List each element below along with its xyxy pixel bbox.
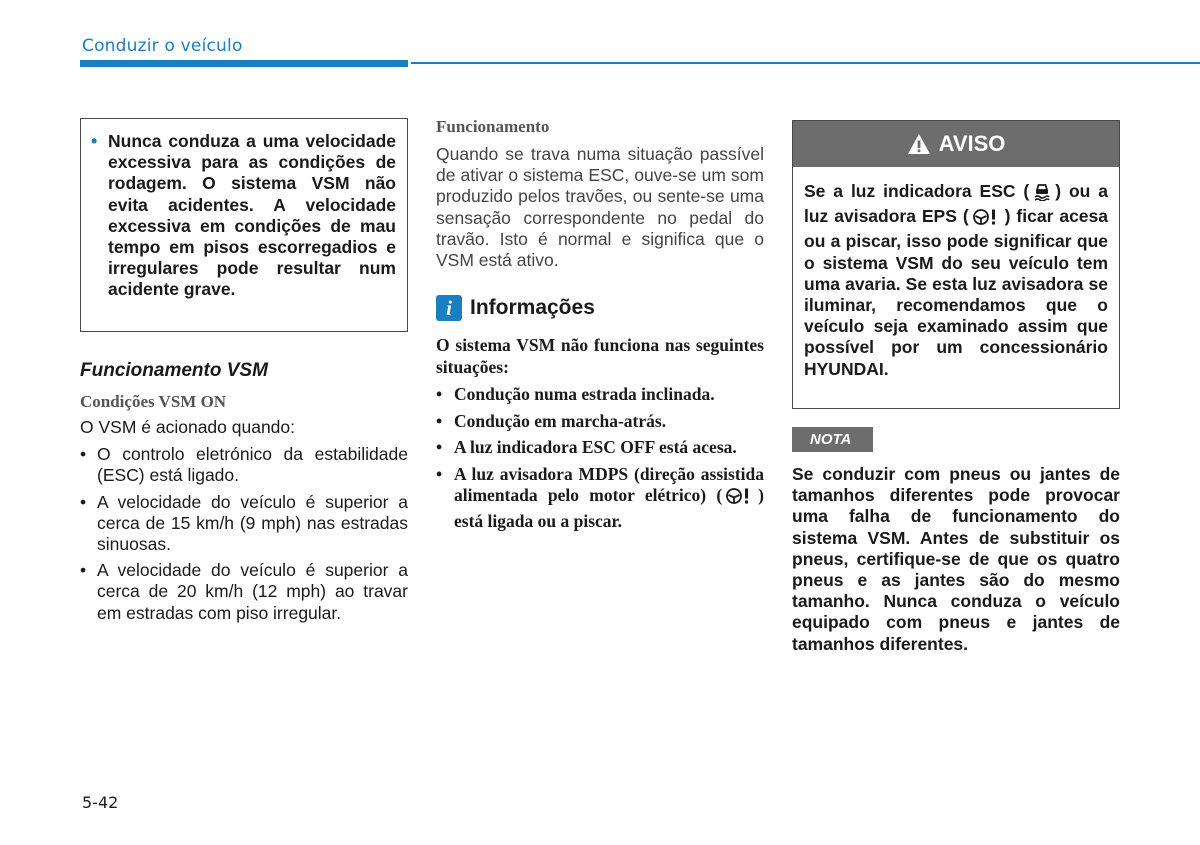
header-title: Conduzir o veículo (82, 36, 243, 56)
info-intro: O sistema VSM não funciona nas seguintes situações: (436, 335, 764, 377)
section-heading: Funcionamento VSM (80, 360, 268, 381)
list-item: • A velocidade do veículo é superior a cerca de 15 km/h (9 mph) nas estradas sinuosas. (80, 491, 408, 555)
paragraph: Quando se trava numa situação passível de ativar o sistema ESC, ouve-se um som produzido pelos travões, ou sente-se uma sensação correspondente no pedal do travão. Isto é normal e significa que o VSM está ativo. (436, 144, 764, 271)
bullet-icon: • (80, 444, 87, 465)
eps-warning-icon (972, 208, 1002, 231)
eps-warning-icon (725, 487, 755, 511)
warning-triangle-icon (907, 133, 931, 155)
warning-item (91, 131, 396, 301)
nota-text: Se conduzir com pneus ou jantes de tamanhos diferentes pode provocar uma falha de funcionamento do sistema VSM. Antes de substituir os pneus, certifique-se de que os quatro pneus e as jantes são do mesmo tamanho. Nunca conduza o veículo equipado com pneus e jantes de tamanhos diferentes. (792, 464, 1120, 654)
warning-text: Nunca conduza a uma velocidade excessiva para as condições de rodagem. O sistema VSM não evita acidentes. A velocidade excessiva em condições de mau tempo em pisos escorregadios e irregulares pode resultar num acidente grave. (108, 131, 396, 300)
info-list (436, 384, 764, 532)
list-item: • A luz avisadora MDPS (direção assistida alimentada pelo motor elétrico) ( ) está ligada ou a piscar. (436, 463, 764, 531)
nota-badge: NOTA (792, 427, 873, 452)
header-rule-left (80, 60, 408, 67)
bullet-icon: • (436, 410, 443, 431)
header-rule-right (411, 62, 1200, 64)
aviso-box (792, 120, 1120, 409)
bullet-icon: • (436, 437, 443, 458)
bullet-icon: • (80, 560, 87, 581)
esc-indicator-icon (1032, 181, 1052, 206)
aviso-header (793, 121, 1119, 167)
page-number: 5-42 (82, 793, 119, 812)
conditions-list (80, 444, 408, 624)
subheading: Condições VSM ON (80, 392, 227, 411)
intro-text: O VSM é acionado quando: (80, 417, 296, 437)
aviso-title: AVISO (938, 131, 1006, 156)
list-item: • Condução em marcha-atrás. (436, 410, 667, 431)
list-item: • O controlo eletrónico da estabilidade (ESC) está ligado. (80, 444, 408, 486)
bullet-icon: • (436, 384, 443, 405)
info-icon: i (436, 295, 462, 321)
warning-box (80, 118, 408, 332)
list-item: • Condução numa estrada inclinada. (436, 384, 715, 405)
subheading: Funcionamento (436, 117, 550, 136)
bullet-icon: • (91, 131, 98, 151)
left-column (80, 118, 408, 629)
info-heading (436, 295, 764, 321)
list-item: • A luz indicadora ESC OFF está acesa. (436, 437, 737, 458)
info-title: Informações (470, 296, 595, 320)
aviso-text: Se a luz indicadora ESC ( ) ou a luz avisadora EPS ( ) ficar acesa ou a piscar, isso pode significar que o sistema VSM do seu veículo tem uma avaria. Se esta luz avisadora se iluminar, recomendamos que o veículo seja examinado assim que possível por um concessionário HYUNDAI. (804, 181, 1108, 379)
right-column (792, 120, 1120, 655)
middle-column (436, 117, 764, 537)
list-item: • A velocidade do veículo é superior a cerca de 20 km/h (12 mph) ao travar em estradas com piso irregular. (80, 560, 408, 623)
bullet-icon: • (80, 491, 87, 512)
bullet-icon: • (436, 463, 443, 484)
